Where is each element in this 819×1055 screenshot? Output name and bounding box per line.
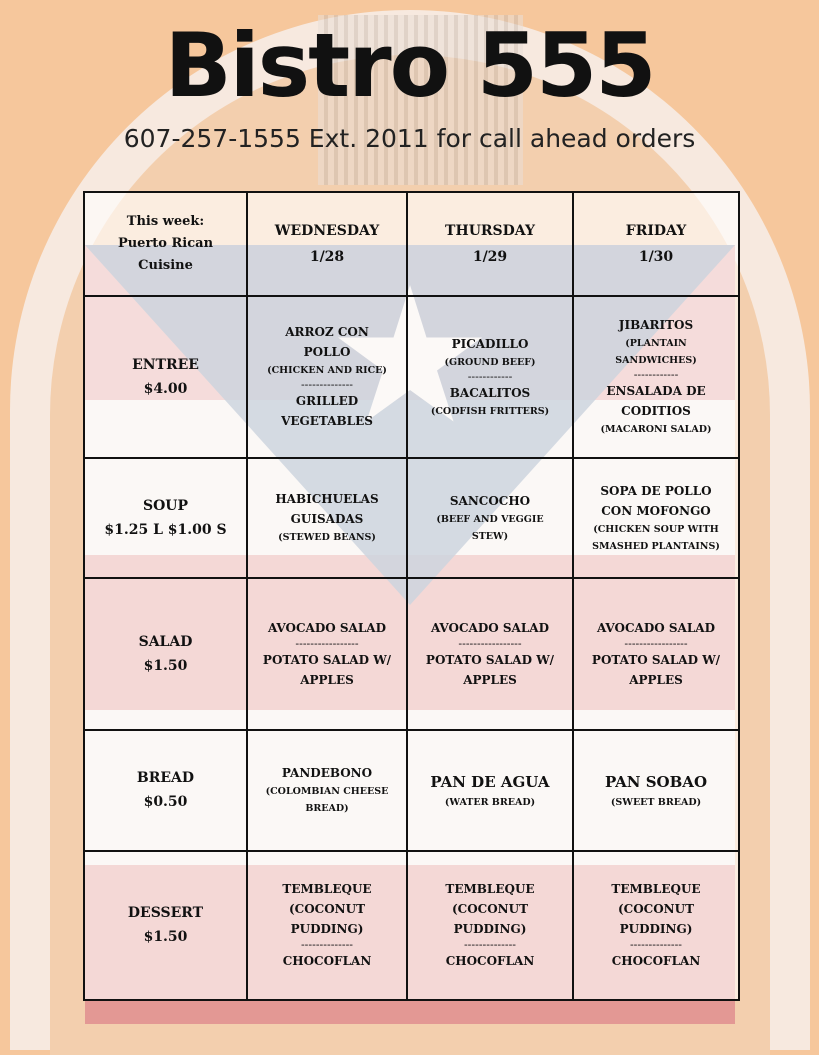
- item-note: (SWEET BREAD): [610, 796, 702, 808]
- entree-thursday: [407, 296, 573, 457]
- bread-wednesday: [247, 730, 407, 850]
- theme-line: This week:: [126, 214, 205, 230]
- menu-item: AVOCADO SALAD: [267, 621, 387, 636]
- menu-item: CON MOFONGO: [601, 503, 711, 518]
- menu-item: AVOCADO SALAD: [430, 621, 550, 636]
- menu-item: TEMBLEQUE: [611, 882, 701, 897]
- divider: --------------: [629, 938, 683, 952]
- dessert-thursday: [407, 851, 573, 1000]
- day-name: THURSDAY: [445, 223, 535, 240]
- entree-wednesday: [247, 296, 407, 457]
- day-header-wednesday: [247, 192, 407, 296]
- phone-subtitle: 607-257-1555 Ext. 2011 for call ahead orders: [123, 124, 696, 153]
- menu-item: ENSALADA DE: [606, 384, 706, 399]
- item-note: (COLOMBIAN CHEESE: [265, 786, 389, 798]
- menu-item: TEMBLEQUE: [282, 882, 372, 897]
- day-date: 1/30: [638, 249, 674, 266]
- category-bread: [84, 730, 247, 850]
- menu-item: VEGETABLES: [281, 414, 373, 429]
- category-price: $0.50: [143, 794, 188, 811]
- day-name: WEDNESDAY: [274, 223, 380, 240]
- menu-item: CHOCOFLAN: [445, 954, 535, 969]
- category-price: $1.25 L $1.00 S: [104, 521, 227, 538]
- divider: ------------: [467, 369, 513, 383]
- item-note: BREAD): [305, 803, 349, 815]
- menu-item: POTATO SALAD W/: [262, 653, 392, 668]
- category-price: $1.50: [143, 929, 188, 946]
- salad-wednesday: [247, 578, 407, 730]
- menu-item: POTATO SALAD W/: [425, 653, 555, 668]
- item-note: SANDWICHES): [615, 355, 697, 367]
- divider: -----------------: [458, 637, 522, 651]
- menu-item: GRILLED: [295, 394, 359, 409]
- item-note: (WATER BREAD): [444, 796, 536, 808]
- header-row: [84, 192, 739, 296]
- theme-line: Cuisine: [138, 258, 193, 274]
- menu-item: HABICHUELAS: [275, 492, 379, 507]
- divider: -----------------: [295, 637, 359, 651]
- menu-item: APPLES: [300, 673, 354, 688]
- category-name: DESSERT: [127, 905, 204, 922]
- soup-friday: [573, 458, 739, 578]
- item-note: (CHICKEN AND RICE): [267, 365, 387, 377]
- item-note: (CHICKEN SOUP WITH: [593, 523, 719, 535]
- item-note: (CODFISH FRITTERS): [430, 405, 550, 417]
- category-name: SALAD: [138, 634, 193, 651]
- category-soup: [84, 458, 247, 578]
- day-header-friday: [573, 192, 739, 296]
- entree-row: [84, 296, 739, 457]
- menu-item: CHOCOFLAN: [282, 954, 372, 969]
- menu-item: AVOCADO SALAD: [596, 621, 716, 636]
- menu-item: (COCONUT: [451, 902, 529, 917]
- category-price: $1.50: [143, 658, 188, 675]
- bread-row: [84, 730, 739, 850]
- menu-item: PANDEBONO: [281, 766, 373, 781]
- salad-thursday: [407, 578, 573, 730]
- menu-item: CODITIOS: [621, 404, 691, 419]
- menu-item: PUDDING): [453, 922, 527, 937]
- menu-item: APPLES: [463, 673, 517, 688]
- bread-friday: [573, 730, 739, 850]
- item-note: STEW): [471, 530, 509, 542]
- menu-item: PAN DE AGUA: [430, 772, 550, 791]
- page-title: Bistro 555: [164, 14, 655, 117]
- week-theme-cell: [84, 192, 247, 296]
- soup-thursday: [407, 458, 573, 578]
- item-note: (STEWED BEANS): [278, 532, 376, 544]
- dessert-row: [84, 851, 739, 1000]
- dessert-wednesday: [247, 851, 407, 1000]
- day-date: 1/29: [472, 249, 508, 266]
- item-note: (PLANTAIN: [625, 338, 687, 350]
- dessert-friday: [573, 851, 739, 1000]
- divider: --------------: [300, 938, 354, 952]
- entree-friday: [573, 296, 739, 457]
- divider: --------------: [463, 938, 517, 952]
- menu-item: TEMBLEQUE: [445, 882, 535, 897]
- menu-item: GUISADAS: [290, 512, 364, 527]
- menu-item: SOPA DE POLLO: [600, 483, 712, 498]
- menu-item: PUDDING): [290, 922, 364, 937]
- category-dessert: [84, 851, 247, 1000]
- theme-line: Puerto Rican: [117, 236, 214, 252]
- menu-item: ARROZ CON: [285, 325, 369, 340]
- item-note: (GROUND BEEF): [444, 356, 536, 368]
- menu-item: APPLES: [629, 673, 683, 688]
- salad-friday: [573, 578, 739, 730]
- item-note: (MACARONI SALAD): [600, 424, 712, 436]
- day-name: FRIDAY: [625, 223, 687, 240]
- day-header-thursday: [407, 192, 573, 296]
- item-note: (BEEF AND VEGGIE: [436, 513, 544, 525]
- menu-item: PICADILLO: [451, 336, 529, 351]
- bread-thursday: [407, 730, 573, 850]
- menu-item: CHOCOFLAN: [611, 954, 701, 969]
- category-salad: [84, 578, 247, 730]
- item-note: SMASHED PLANTAINS): [592, 540, 720, 552]
- divider: --------------: [300, 378, 354, 392]
- day-date: 1/28: [309, 249, 345, 266]
- soup-wednesday: [247, 458, 407, 578]
- menu-item: SANCOCHO: [449, 493, 531, 508]
- divider: ------------: [633, 368, 679, 382]
- category-name: SOUP: [142, 497, 189, 514]
- menu-item: (COCONUT: [617, 902, 695, 917]
- menu-item: POTATO SALAD W/: [591, 653, 721, 668]
- salad-row: [84, 578, 739, 730]
- category-name: ENTREE: [132, 356, 199, 373]
- category-name: BREAD: [136, 770, 195, 787]
- divider: -----------------: [624, 637, 688, 651]
- menu-item: (COCONUT: [288, 902, 366, 917]
- category-price: $4.00: [143, 380, 188, 397]
- menu-item: PUDDING): [619, 922, 693, 937]
- weekly-menu-table: [83, 191, 740, 1001]
- category-entree: [84, 296, 247, 457]
- menu-item: BACALITOS: [449, 385, 531, 400]
- menu-item: POLLO: [303, 345, 351, 360]
- soup-row: [84, 458, 739, 578]
- menu-item: PAN SOBAO: [604, 772, 708, 791]
- menu-item: JIBARITOS: [618, 318, 694, 333]
